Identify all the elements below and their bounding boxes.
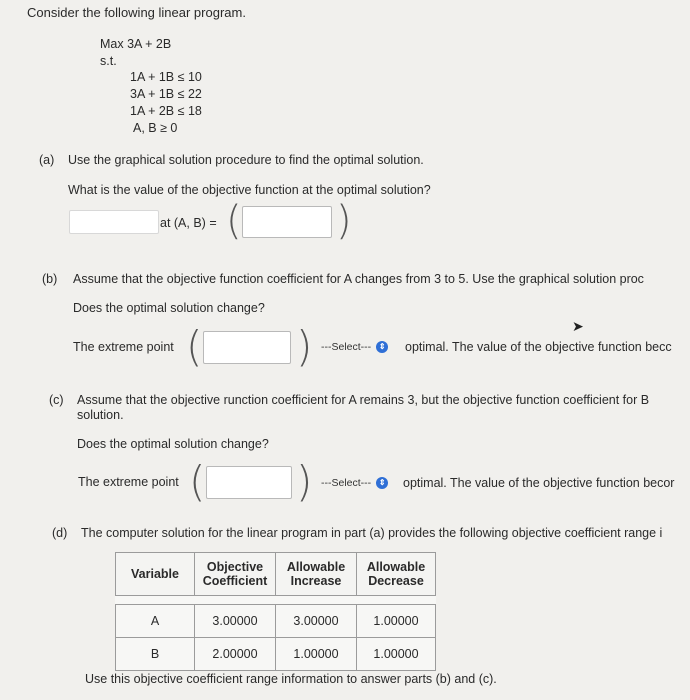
- part-d-footer: Use this objective coefficient range information to answer parts (b) and (c).: [85, 672, 497, 686]
- lp-constraint: 1A + 2B ≤ 18: [130, 104, 202, 118]
- chevron-updown-icon: ⇕: [376, 477, 388, 489]
- part-d-text: The computer solution for the linear program in part (a) provides the following objective coefficient range i: [81, 526, 663, 540]
- extreme-point-label: The extreme point: [78, 475, 179, 489]
- table-cell: 1.00000: [357, 605, 436, 638]
- extreme-point-label: The extreme point: [73, 340, 174, 354]
- lp-constraint: 3A + 1B ≤ 22: [130, 87, 202, 101]
- table-row: [116, 638, 436, 671]
- problem-intro: Consider the following linear program.: [27, 5, 246, 20]
- part-c-tail: optimal. The value of the objective function becor: [403, 476, 675, 490]
- objective-coefficient-range-table: [115, 552, 436, 671]
- part-a-question: What is the value of the objective function at the optimal solution?: [68, 183, 431, 197]
- table-cell: 2.00000: [195, 638, 276, 671]
- column-header-allowable-decrease: Allowable Decrease: [357, 553, 436, 596]
- table-header-row: [116, 553, 436, 596]
- select-label: ---Select---: [321, 477, 372, 489]
- chevron-updown-icon: ⇕: [376, 341, 388, 353]
- part-c-label: (c): [49, 393, 64, 407]
- part-a-text: Use the graphical solution procedure to find the optimal solution.: [68, 153, 424, 167]
- optimal-select-c[interactable]: [321, 477, 388, 489]
- table-cell: 1.00000: [357, 638, 436, 671]
- left-paren-icon: (: [226, 198, 242, 244]
- table-cell: 3.00000: [195, 605, 276, 638]
- table-cell: 1.00000: [276, 638, 357, 671]
- table-cell: A: [116, 605, 195, 638]
- part-c-question: Does the optimal solution change?: [77, 437, 269, 451]
- column-header-allowable-increase: Allowable Increase: [276, 553, 357, 596]
- objective-value-input[interactable]: [69, 210, 159, 234]
- lp-nonnegativity: A, B ≥ 0: [133, 121, 178, 135]
- lp-constraint: 1A + 1B ≤ 10: [130, 70, 202, 84]
- lp-objective: Max 3A + 2B: [100, 37, 172, 51]
- extreme-point-input-c[interactable]: [206, 466, 292, 499]
- right-paren-icon: ): [296, 322, 313, 371]
- right-paren-icon: ): [296, 457, 313, 506]
- extreme-point-input-b[interactable]: [203, 331, 291, 364]
- part-b-question: Does the optimal solution change?: [73, 301, 265, 315]
- table-spacer: [116, 596, 436, 605]
- at-ab-label: at (A, B) =: [160, 216, 217, 230]
- lp-st: s.t.: [100, 54, 117, 68]
- part-c-text-line2: solution.: [77, 408, 124, 422]
- left-paren-icon: (: [186, 322, 203, 371]
- part-c-text: Assume that the objective runction coefficient for A remains 3, but the objective function coefficient for B: [77, 393, 650, 407]
- column-header-variable: Variable: [116, 553, 195, 596]
- optimal-select-b[interactable]: [321, 341, 388, 353]
- part-b-text: Assume that the objective function coefficient for A changes from 3 to 5. Use the graphical solution proc: [73, 272, 644, 286]
- part-a-label: (a): [39, 153, 55, 167]
- table-row: [116, 605, 436, 638]
- part-b-tail: optimal. The value of the objective function becc: [405, 340, 672, 354]
- mouse-cursor-icon: ➤: [572, 318, 584, 334]
- left-paren-icon: (: [189, 457, 206, 506]
- right-paren-icon: ): [336, 198, 352, 244]
- table-cell: B: [116, 638, 195, 671]
- part-d-label: (d): [52, 526, 68, 540]
- column-header-objective-coefficient: Objective Coefficient: [195, 553, 276, 596]
- table-cell: 3.00000: [276, 605, 357, 638]
- optimal-point-input[interactable]: [242, 206, 332, 238]
- select-label: ---Select---: [321, 341, 372, 353]
- part-b-label: (b): [42, 272, 58, 286]
